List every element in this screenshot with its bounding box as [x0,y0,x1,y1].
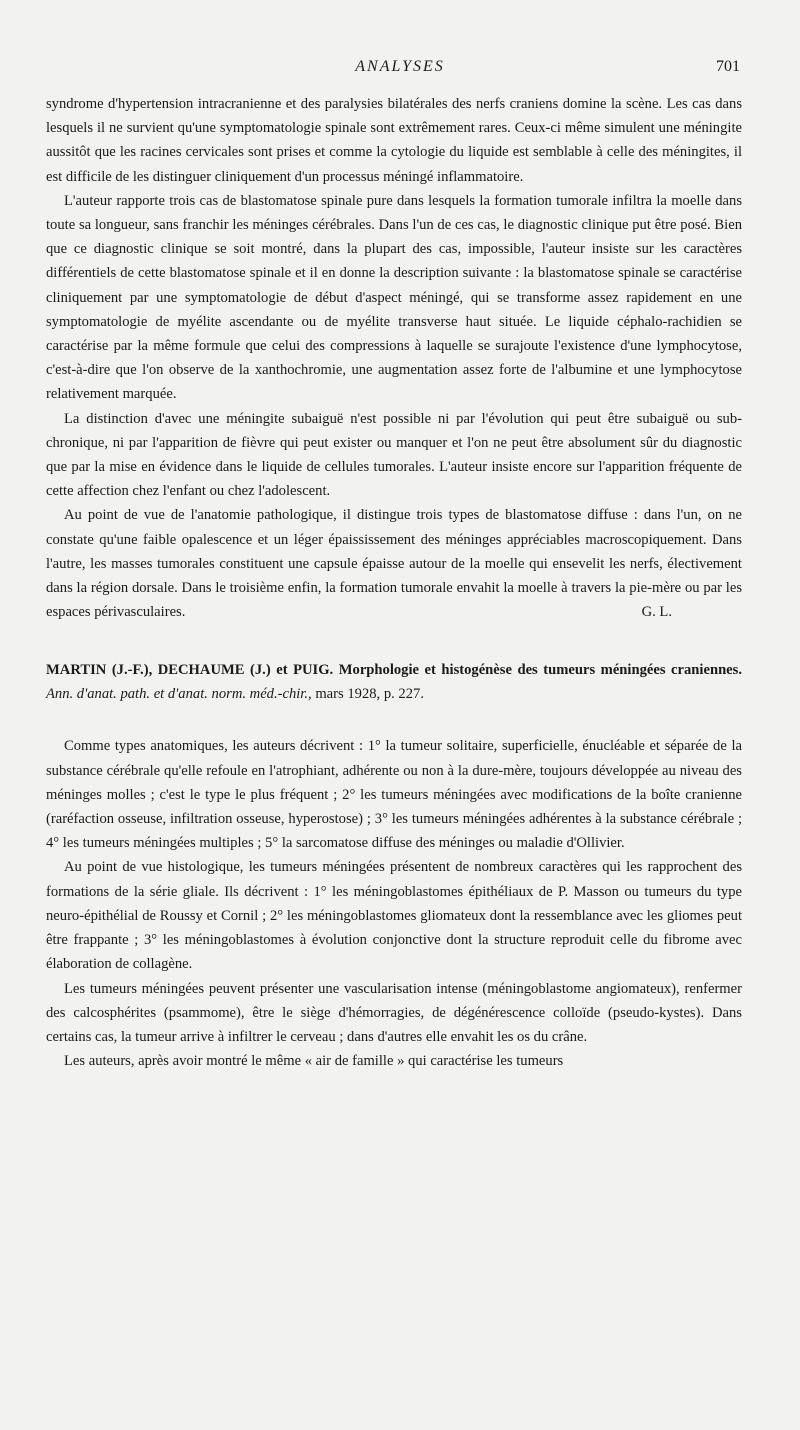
page-number: 701 [716,58,740,75]
paragraph: La distinction d'avec une méningite subaiguë n'est possible ni par l'évolution qui peut être subaiguë ou sub-chronique, ni par l'apparition de fièvre qui peut exister ou manquer et l'on ne peut être absolument sûr du diagnostic que par la mise en évidence dans le liquide de cellules tumorales. L'auteur insiste encore sur l'apparition fréquente de cette affection chez l'enfant ou chez l'adolescent. [46,410,742,500]
paragraph: Au point de vue histologique, les tumeurs méningées présentent de nombreux caractères qui les rapprochent des formations de la série gliale. Ils décrivent : 1° les méningoblastomes épithéliaux de P. Masson ou tumeurs du type neuro-épithélial de Roussy et Cornil ; 2° les méningoblastomes gliomateux dont la ressemblance avec les gliomes peut être frappante ; 3° les méningoblastomes à évolution conjonctive dont la structure reproduit celle du fibrome avec élaboration de collagène. [46,859,742,973]
citation-date-pages: mars 1928, p. 227. [315,686,424,703]
paragraph: Les auteurs, après avoir montré le même « air de famille » qui caractérise les tumeurs [64,1053,564,1070]
paragraph-text: Au point de vue de l'anatomie pathologique, il distingue trois types de blastomatose diffuse : dans l'un, on ne constate qu'une faible opalescence et un léger épaississement des méninges appréciables macroscopiquement. Dans l'autre, les masses tumorales constituent une capsule épaisse autour de la moelle qui ensevelit les nerfs, électivement dans la région dorsale. Dans le troisième enfin, la formation tumorale envahit la moelle à travers la pie-mère ou par les espaces périvasculaires. [46,507,742,621]
citation [46,658,742,706]
citation-journal: Ann. d'anat. path. et d'anat. norm. méd.-chir., [46,686,312,703]
paragraph: Les tumeurs méningées peuvent présenter une vascularisation intense (méningoblastome angiomateux), renfermer des calcosphérites (psammome), être le siège d'hémorragies, de dégénérescence colloïde (pseudo-kystes). Dans certains cas, la tumeur arrive à infiltrer le cerveau ; dans d'autres elle envahit les os du crâne. [46,980,742,1045]
section-gap [46,624,742,658]
review-blastomatose [46,92,742,624]
page-header [60,58,740,82]
paragraph-with-signature [46,503,742,624]
reviewer-signature: G. L. [641,604,672,621]
running-title: ANALYSES [355,58,445,75]
page-body [46,92,742,1073]
paragraph: Comme types anatomiques, les auteurs décrivent : 1° la tumeur solitaire, superficielle, énucléable et séparée de la substance cérébrale qu'elle refoule en l'atrophiant, adhérente ou non à la dure-mère, toujours développée au niveau des méninges molles ; c'est le type le plus fréquent ; 2° les tumeurs méningées avec modifications de la boîte cranienne (raréfaction osseuse, infiltration osseuse, hyperostose) ; 3° les tumeurs méningées adhérentes à la substance cérébrale ; 4° les tumeurs méningées multiples ; 5° la sarcomatose diffuse des méninges ou maladie d'Ollivier. [46,738,742,852]
paragraph: syndrome d'hypertension intracranienne et des paralysies bilatérales des nerfs craniens domine la scène. Les cas dans lesquels il ne survient qu'une symptomatologie spinale sont extrêmement rares. Ceux-ci même simulent une méningite aussitôt que les racines cervicales sont prises et comme la cytologie du liquide est semblable à celle des méningites, il est difficile de les distinguer cliniquement d'un processus méningé inflammatoire. [46,96,742,185]
citation-authors: MARTIN (J.-F.), DECHAUME (J.) et PUIG. [46,662,334,679]
paragraph: L'auteur rapporte trois cas de blastomatose spinale pure dans lesquels la formation tumorale infiltra la moelle dans toute sa longueur, sans franchir les méninges cérébrales. Dans l'un de ces cas, le diagnostic clinique put être posé. Bien que ce diagnostic clinique se soit montré, dans la plupart des cas, impossible, l'auteur insiste sur les caractères différentiels de cette blastomatose spinale et il en donne la description suivante : la blastomatose spinale se caractérise cliniquement par une symptomatologie de début d'aspect méningé, qui se transforme assez rapidement en une symptomatologie de myélite ascendante ou de myélite transverse haut située. Le liquide céphalo-rachidien se caractérise par la même formule que celui des compressions à laquelle se surajoute l'existence d'une lymphocytose, c'est-à-dire que l'on observe de la xanthochromie, une augmentation assez forte de l'albumine et une lymphocytose relativement marquée. [46,192,742,403]
citation-title: Morphologie et histogénèse des tumeurs méningées craniennes. [338,662,742,679]
review-tumeurs-meningees [46,658,742,1073]
